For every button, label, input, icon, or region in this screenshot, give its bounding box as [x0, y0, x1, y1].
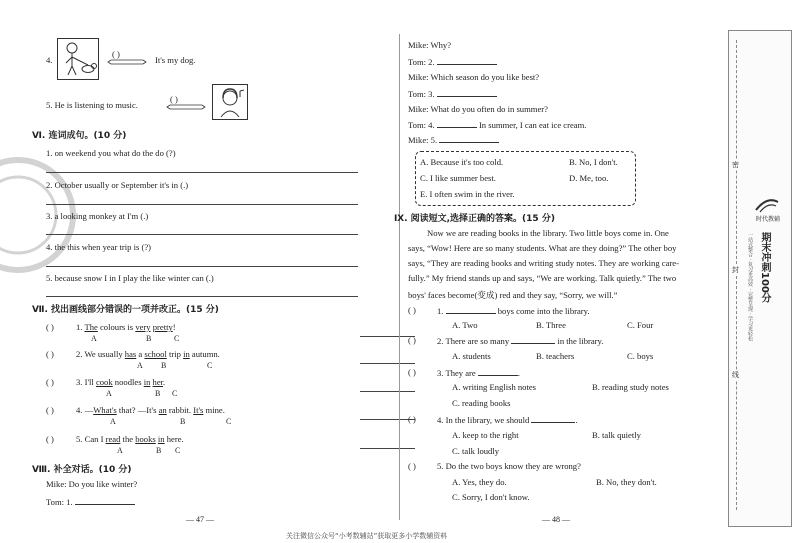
answer-blank[interactable]: [511, 335, 555, 344]
answer-blank[interactable]: [437, 119, 477, 128]
label-a: A: [117, 446, 123, 455]
sec7-paren[interactable]: ( ): [46, 322, 54, 332]
seal-label: 线: [732, 371, 739, 379]
answer-blank[interactable]: [446, 305, 496, 314]
brand-logo-icon: [754, 196, 780, 216]
sec9-q4: 4. In the library, we should .: [437, 415, 578, 425]
label-c: C: [175, 446, 181, 455]
sec9-q2-opt-c: C. boys: [627, 351, 654, 361]
dialog-line: Mike: What do you often do in summer?: [408, 104, 548, 114]
section-7-title: Ⅶ. 找出画线部分错误的一项并改正。(15 分): [32, 305, 219, 315]
label-b: B: [146, 334, 152, 343]
answer-line[interactable]: [46, 204, 358, 205]
option-c: C. I like summer best.: [420, 173, 496, 183]
page-number-left: — 47 —: [186, 515, 214, 524]
option-e: E. I often swim in the river.: [420, 189, 515, 199]
seal-label: 密: [732, 161, 739, 169]
sec6-item-5: 5. because snow I in I play the like winter can (.): [46, 273, 214, 283]
sec9-q4-opt-b: B. talk quietly: [592, 430, 641, 440]
answer-blank[interactable]: [75, 496, 135, 505]
sec9-q4-opt-a: A. keep to the right: [452, 430, 519, 440]
sec9-q2-opt-a: A. students: [452, 351, 491, 361]
seal-label: 封: [732, 266, 739, 274]
sec9-q1-opt-c: C. Four: [627, 320, 654, 330]
label-a: A: [110, 417, 116, 426]
section-9-title: Ⅸ. 阅读短文,选择正确的答案。(15 分): [394, 214, 555, 224]
option-a: A. Because it's too cold.: [420, 157, 504, 167]
footer-note: 关注微信公众号“小考数辅站”获取更多小学数辅资料: [286, 532, 448, 540]
sec7-q5: 5. Can I read the books in here.: [76, 434, 184, 444]
label-c: C: [172, 389, 178, 398]
dialog-line: Tom: 4. In summer, I can eat ice cream.: [408, 120, 587, 130]
sec9-q5-opt-b: B. No, they don't.: [596, 477, 657, 487]
correction-line[interactable]: [360, 448, 415, 449]
sec7-q3: 3. I'll cook noodles in her.: [76, 377, 166, 387]
sec7-paren[interactable]: ( ): [46, 349, 54, 359]
sec9-q1-opt-a: A. Two: [452, 320, 478, 330]
sec9-q3-opt-c: C. reading books: [452, 398, 511, 408]
label-a: A: [106, 389, 112, 398]
passage-line: says, “They are reading books and writing study notes. They are working care-: [408, 258, 679, 268]
page-divider: [399, 34, 400, 520]
answer-blank[interactable]: [439, 134, 499, 143]
sec7-paren[interactable]: ( ): [46, 405, 54, 415]
sec6-item-2: 2. October usually or September it's in (.): [46, 180, 189, 190]
dialog-line: Tom: 3.: [408, 88, 497, 99]
dialog-line: Tom: 2.: [408, 56, 497, 67]
sec9-q2-opt-b: B. teachers: [536, 351, 575, 361]
publisher-name: 时代教辅: [756, 216, 781, 223]
answer-blank[interactable]: [531, 414, 575, 423]
dialog-line: Mike: Which season do you like best?: [408, 72, 540, 82]
sec9-q5: 5. Do the two boys know they are wrong?: [437, 461, 581, 471]
sec6-item-3: 3. a looking monkey at I'm (.): [46, 211, 149, 221]
sec7-q2: 2. We usually has a school trip in autumn.: [76, 349, 220, 359]
sec9-q5-opt-a: A. Yes, they do.: [452, 477, 507, 487]
sec7-q4: 4. —What's that? —It's an rabbit. It's mine.: [76, 405, 225, 415]
sec7-q1: 1. The colours is very pretty!: [76, 322, 176, 332]
sec9-q4-opt-c: C. talk loudly: [452, 446, 500, 456]
cut-line: [736, 40, 737, 510]
q4-paren[interactable]: ( ): [112, 49, 120, 59]
passage-line: fully.” My friend stands up and says, “We are working. Talk quietly.” The two: [408, 273, 677, 283]
option-d: D. Me, too.: [569, 173, 609, 183]
sec6-item-4: 4. the this when year trip is (?): [46, 242, 152, 252]
sec7-paren[interactable]: ( ): [46, 434, 54, 444]
passage-line: Now we are reading books in the library. Two little boys come in. One: [427, 228, 669, 238]
option-b: B. No, I don't.: [569, 157, 618, 167]
answer-line[interactable]: [46, 234, 358, 235]
answer-line[interactable]: [46, 172, 358, 173]
label-a: A: [137, 361, 143, 370]
sec9-paren[interactable]: ( ): [408, 461, 416, 471]
sec9-q5-opt-c: C. Sorry, I don't know.: [452, 492, 530, 502]
correction-line[interactable]: [360, 419, 415, 420]
sec9-q1-opt-b: B. Three: [536, 320, 566, 330]
brand-slogan: 一站式整合 · 复习更高效 · 完整呈现 · 学习更轻松: [747, 232, 753, 342]
dog-picture: [57, 38, 99, 80]
answer-blank[interactable]: [437, 88, 497, 97]
q5-paren[interactable]: ( ): [170, 94, 178, 104]
sec9-q2: 2. There are so many in the library.: [437, 336, 604, 346]
sec9-q3-opt-b: B. reading study notes: [592, 382, 669, 392]
answer-line[interactable]: [46, 266, 358, 267]
label-c: C: [226, 417, 232, 426]
label-b: B: [155, 389, 161, 398]
dialog-line: Mike: Why?: [408, 40, 452, 50]
answer-blank[interactable]: [478, 367, 518, 376]
dialog-line: Mike: 5.: [408, 134, 499, 145]
label-b: B: [180, 417, 186, 426]
page-number-right: — 48 —: [542, 515, 570, 524]
correction-line[interactable]: [360, 363, 415, 364]
sec7-paren[interactable]: ( ): [46, 377, 54, 387]
sec9-paren[interactable]: ( ): [408, 305, 416, 315]
passage-line: says, “Wow! Here are so many students. What are they doing?” The other boy: [408, 243, 677, 253]
label-a: A: [91, 334, 97, 343]
sec9-q3: 3. They are .: [437, 368, 521, 378]
section-6-title: Ⅵ. 连词成句。(10 分): [32, 131, 127, 141]
dialog-mike-1: Mike: Do you like winter?: [46, 479, 138, 489]
sec9-paren[interactable]: ( ): [408, 367, 416, 377]
sec9-q3-opt-a: A. writing English notes: [452, 382, 537, 392]
label-c: C: [174, 334, 180, 343]
double-arrow-icon: [166, 102, 206, 114]
sec9-q1: 1. boys come into the library.: [437, 306, 590, 316]
sec9-paren[interactable]: ( ): [408, 335, 416, 345]
sec9-paren[interactable]: ( ): [408, 414, 416, 424]
passage-line: boys' faces become(变成) red and they say, “Sorry, we will.”: [408, 290, 618, 300]
label-b: B: [156, 446, 162, 455]
answer-blank[interactable]: [437, 56, 497, 65]
q4-text: It's my dog.: [155, 55, 196, 65]
correction-line[interactable]: [360, 336, 415, 337]
label-b: B: [161, 361, 167, 370]
music-picture: [212, 84, 248, 120]
dialog-tom-1: Tom: 1.: [46, 496, 135, 507]
double-arrow-icon: [107, 57, 147, 69]
sec6-item-1: 1. on weekend you what do the do (?): [46, 148, 176, 158]
q5-text: 5. He is listening to music.: [46, 100, 138, 110]
q4-number: 4.: [46, 55, 53, 65]
brand-title: 期末冲刺100分: [759, 232, 770, 303]
section-8-title: Ⅷ. 补全对话。(10 分): [32, 465, 132, 475]
label-c: C: [207, 361, 213, 370]
correction-line[interactable]: [360, 391, 415, 392]
answer-line[interactable]: [46, 296, 358, 297]
